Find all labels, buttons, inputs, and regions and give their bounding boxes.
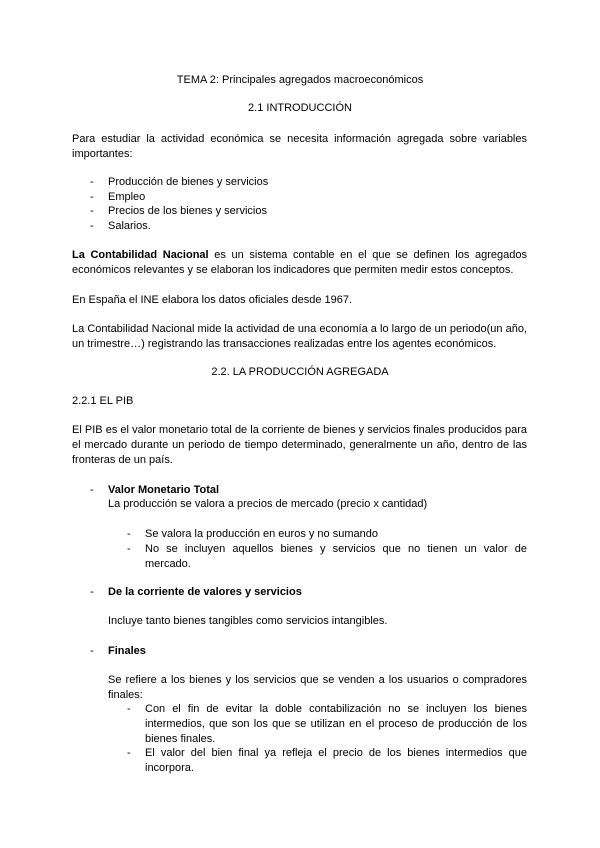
list-item: Salarios. xyxy=(108,220,151,232)
item-text-corriente: Incluye tanto bienes tangibles como servicios intangibles. xyxy=(108,615,388,627)
item-title-valor-monetario: Valor Monetario Total xyxy=(108,484,220,496)
paragraph-text: es un sistema contable en el que se definen los agregados económicos relevantes y se elaboran los indicadores que permiten medir estos conceptos. xyxy=(72,249,527,276)
list-dash: - xyxy=(90,205,94,217)
item-title-corriente: De la corriente de valores y servicios xyxy=(108,586,302,598)
list-dash: - xyxy=(127,528,131,540)
list-dash: - xyxy=(90,176,94,188)
list-dash: - xyxy=(90,191,94,203)
bold-term: La Contabilidad Nacional xyxy=(72,249,209,261)
list-dash: - xyxy=(127,703,131,715)
item-text-finales: Se refiere a los bienes y los servicios que se venden a los usuarios o compradores finales: xyxy=(108,674,527,701)
item-text-valor-monetario: La producción se valora a precios de mercado (precio x cantidad) xyxy=(108,498,428,510)
paragraph-ine: En España el INE elabora los datos oficiales desde 1967. xyxy=(72,294,353,306)
section-heading-intro: 2.1 INTRODUCCIÓN xyxy=(248,102,352,114)
list-dash: - xyxy=(127,747,131,759)
sub-list-item: Con el fin de evitar la doble contabilización no se incluyen los bienes intermedios, que son los que se utilizan en el proceso de producción de los bienes finales. xyxy=(145,703,527,745)
paragraph-contabilidad xyxy=(72,248,527,278)
sub-list-item: Se valora la producción en euros y no sumando xyxy=(145,528,378,540)
list-dash: - xyxy=(90,586,94,598)
section-heading-produccion: 2.2. LA PRODUCCIÓN AGREGADA xyxy=(211,366,389,378)
list-item: Precios de los bienes y servicios xyxy=(108,205,267,217)
list-dash: - xyxy=(90,220,94,232)
paragraph-periodo: La Contabilidad Nacional mide la actividad de una economía a lo largo de un periodo(un año, un trimestre…) registrando las transacciones realizadas entre los agentes económicos. xyxy=(72,323,527,350)
list-item: Empleo xyxy=(108,191,146,203)
paragraph-pib: El PIB es el valor monetario total de la corriente de bienes y servicios finales producidos para el mercado durante un periodo de tiempo determinado, generalmente un año, dentro de las fronteras de un país. xyxy=(72,424,527,466)
list-item: Producción de bienes y servicios xyxy=(108,176,269,188)
list-dash: - xyxy=(127,543,131,555)
item-title-finales: Finales xyxy=(108,645,146,657)
list-dash: - xyxy=(90,484,94,496)
sub-list-item: El valor del bien final ya refleja el precio de los bienes intermedios que incorpora. xyxy=(145,747,527,774)
document-title: TEMA 2: Principales agregados macroeconómicos xyxy=(176,74,424,86)
subsection-heading-pib: 2.2.1 EL PIB xyxy=(72,395,134,407)
paragraph-intro: Para estudiar la actividad económica se necesita información agregada sobre variables importantes: xyxy=(72,133,527,160)
list-dash: - xyxy=(90,645,94,657)
sub-list-item: No se incluyen aquellos bienes y servicios que no tienen un valor de mercado. xyxy=(145,543,527,570)
